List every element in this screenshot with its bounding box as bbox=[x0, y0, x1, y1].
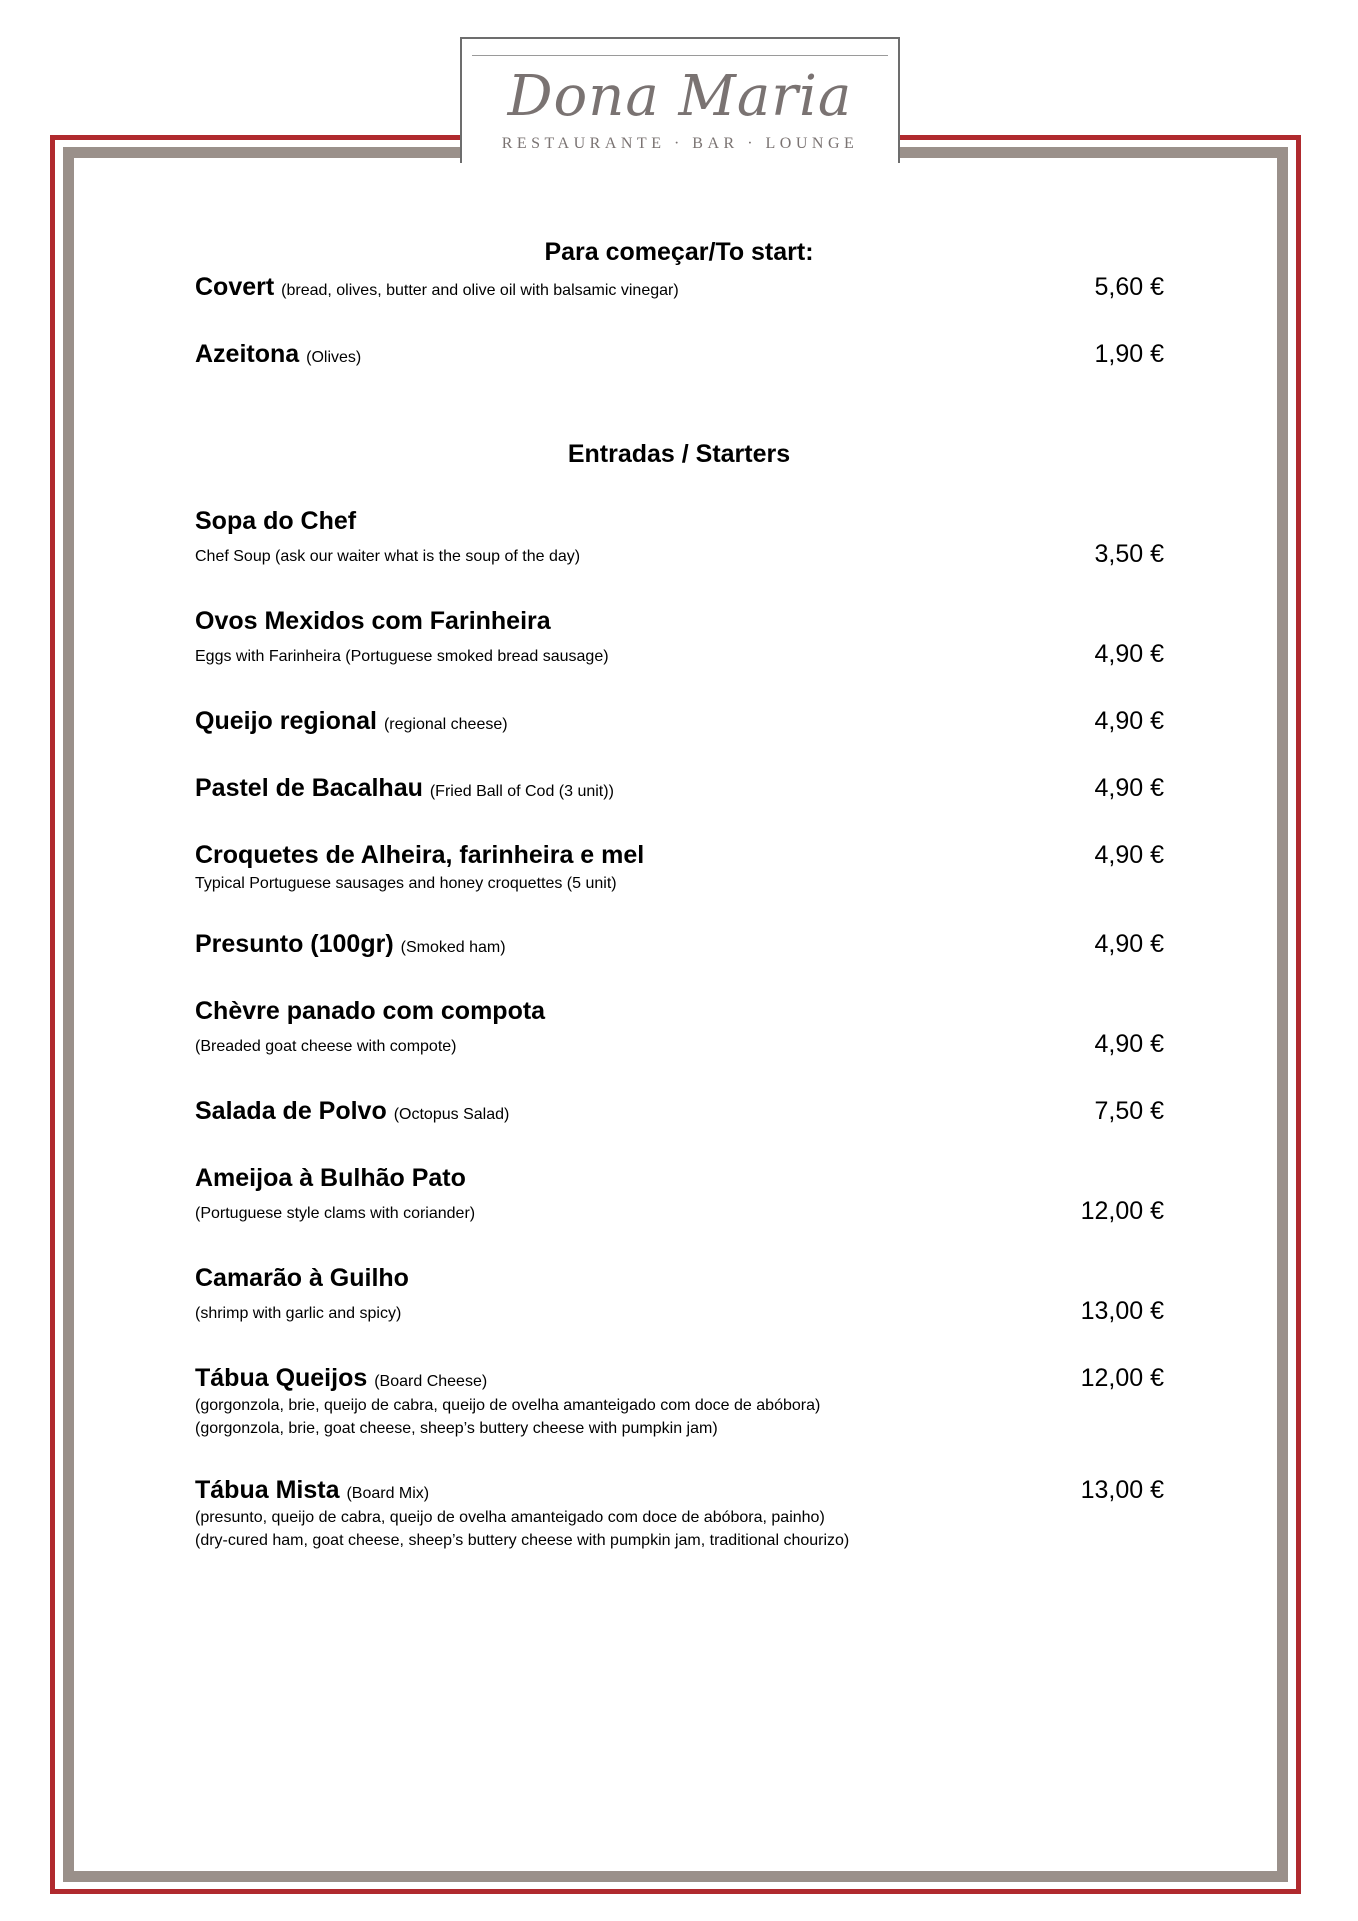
section-heading-starters: Entradas / Starters bbox=[567, 440, 791, 468]
menu-item-price: 7,50 € bbox=[1094, 1097, 1164, 1125]
menu-item-description: (presunto, queijo de cabra, queijo de ovelha amanteigado com doce de abóbora, painho) bbox=[195, 1509, 825, 1526]
menu-item-price: 12,00 € bbox=[1080, 1197, 1164, 1225]
menu-item-note: (Board Cheese) bbox=[374, 1373, 488, 1390]
menu-item-name: Ameijoa à Bulhão Pato bbox=[195, 1164, 466, 1192]
section-heading-start: Para começar/To start: bbox=[544, 238, 814, 266]
menu-item-name: Croquetes de Alheira, farinheira e mel bbox=[195, 841, 645, 869]
menu-item-price: 12,00 € bbox=[1080, 1364, 1164, 1392]
menu-item-description: (Portuguese style clams with coriander) bbox=[195, 1205, 476, 1222]
logo-rule bbox=[472, 55, 888, 56]
menu-item-price: 4,90 € bbox=[1094, 1030, 1164, 1058]
menu-item-description: (dry-cured ham, goat cheese, sheep’s buttery cheese with pumpkin jam, traditional chourizo) bbox=[195, 1532, 850, 1549]
menu-item-price: 4,90 € bbox=[1094, 841, 1164, 869]
menu-item-note: (Olives) bbox=[306, 349, 362, 366]
menu-item-price: 13,00 € bbox=[1080, 1476, 1164, 1504]
menu-item-description: (gorgonzola, brie, queijo de cabra, queijo de ovelha amanteigado com doce de abóbora) bbox=[195, 1397, 821, 1414]
restaurant-logo bbox=[460, 37, 900, 163]
menu-item-note: (Board Mix) bbox=[346, 1485, 430, 1502]
menu-item-description: Eggs with Farinheira (Portuguese smoked bread sausage) bbox=[195, 648, 609, 665]
menu-item-price: 13,00 € bbox=[1080, 1297, 1164, 1325]
menu-item-name: Sopa do Chef bbox=[195, 507, 357, 535]
menu-item-name: Covert (bread, olives, butter and olive oil with balsamic vinegar) bbox=[195, 273, 679, 301]
menu-item-price: 1,90 € bbox=[1094, 340, 1164, 368]
menu-item-name: Presunto (100gr) (Smoked ham) bbox=[195, 930, 506, 958]
menu-item-note: (Octopus Salad) bbox=[393, 1106, 510, 1123]
menu-item-note: (bread, olives, butter and olive oil with balsamic vinegar) bbox=[281, 282, 679, 299]
menu-item-price: 4,90 € bbox=[1094, 640, 1164, 668]
menu-item-name: Tábua Mista (Board Mix) bbox=[195, 1476, 430, 1504]
menu-item-name: Ovos Mexidos com Farinheira bbox=[195, 607, 551, 635]
menu-item-name: Pastel de Bacalhau (Fried Ball of Cod (3 unit)) bbox=[195, 774, 614, 802]
menu-item-description: (shrimp with garlic and spicy) bbox=[195, 1305, 402, 1322]
menu-item-price: 4,90 € bbox=[1094, 930, 1164, 958]
menu-item-name: Salada de Polvo (Octopus Salad) bbox=[195, 1097, 510, 1125]
menu-item-price: 4,90 € bbox=[1094, 774, 1164, 802]
menu-item-name: Queijo regional (regional cheese) bbox=[195, 707, 508, 735]
menu-item-description: (Breaded goat cheese with compote) bbox=[195, 1038, 457, 1055]
menu-item-price: 4,90 € bbox=[1094, 707, 1164, 735]
menu-item-note: (Smoked ham) bbox=[400, 939, 506, 956]
menu-item-price: 3,50 € bbox=[1094, 540, 1164, 568]
menu-item-name: Azeitona (Olives) bbox=[195, 340, 362, 368]
logo-tagline: RESTAURANTE · BAR · LOUNGE bbox=[501, 135, 859, 152]
menu-item-description: Chef Soup (ask our waiter what is the soup of the day) bbox=[195, 548, 581, 565]
menu-item-description: Typical Portuguese sausages and honey croquettes (5 unit) bbox=[195, 875, 617, 892]
menu-item-note: (Fried Ball of Cod (3 unit)) bbox=[429, 783, 614, 800]
menu-item-name: Camarão à Guilho bbox=[195, 1264, 409, 1292]
menu-item-price: 5,60 € bbox=[1094, 273, 1164, 301]
logo-name: Dona Maria bbox=[507, 64, 853, 129]
menu-item-description: (gorgonzola, brie, goat cheese, sheep’s buttery cheese with pumpkin jam) bbox=[195, 1420, 718, 1437]
menu-item-name: Chèvre panado com compota bbox=[195, 997, 546, 1025]
menu-item-note: (regional cheese) bbox=[383, 716, 508, 733]
menu-item-name: Tábua Queijos (Board Cheese) bbox=[195, 1364, 488, 1392]
